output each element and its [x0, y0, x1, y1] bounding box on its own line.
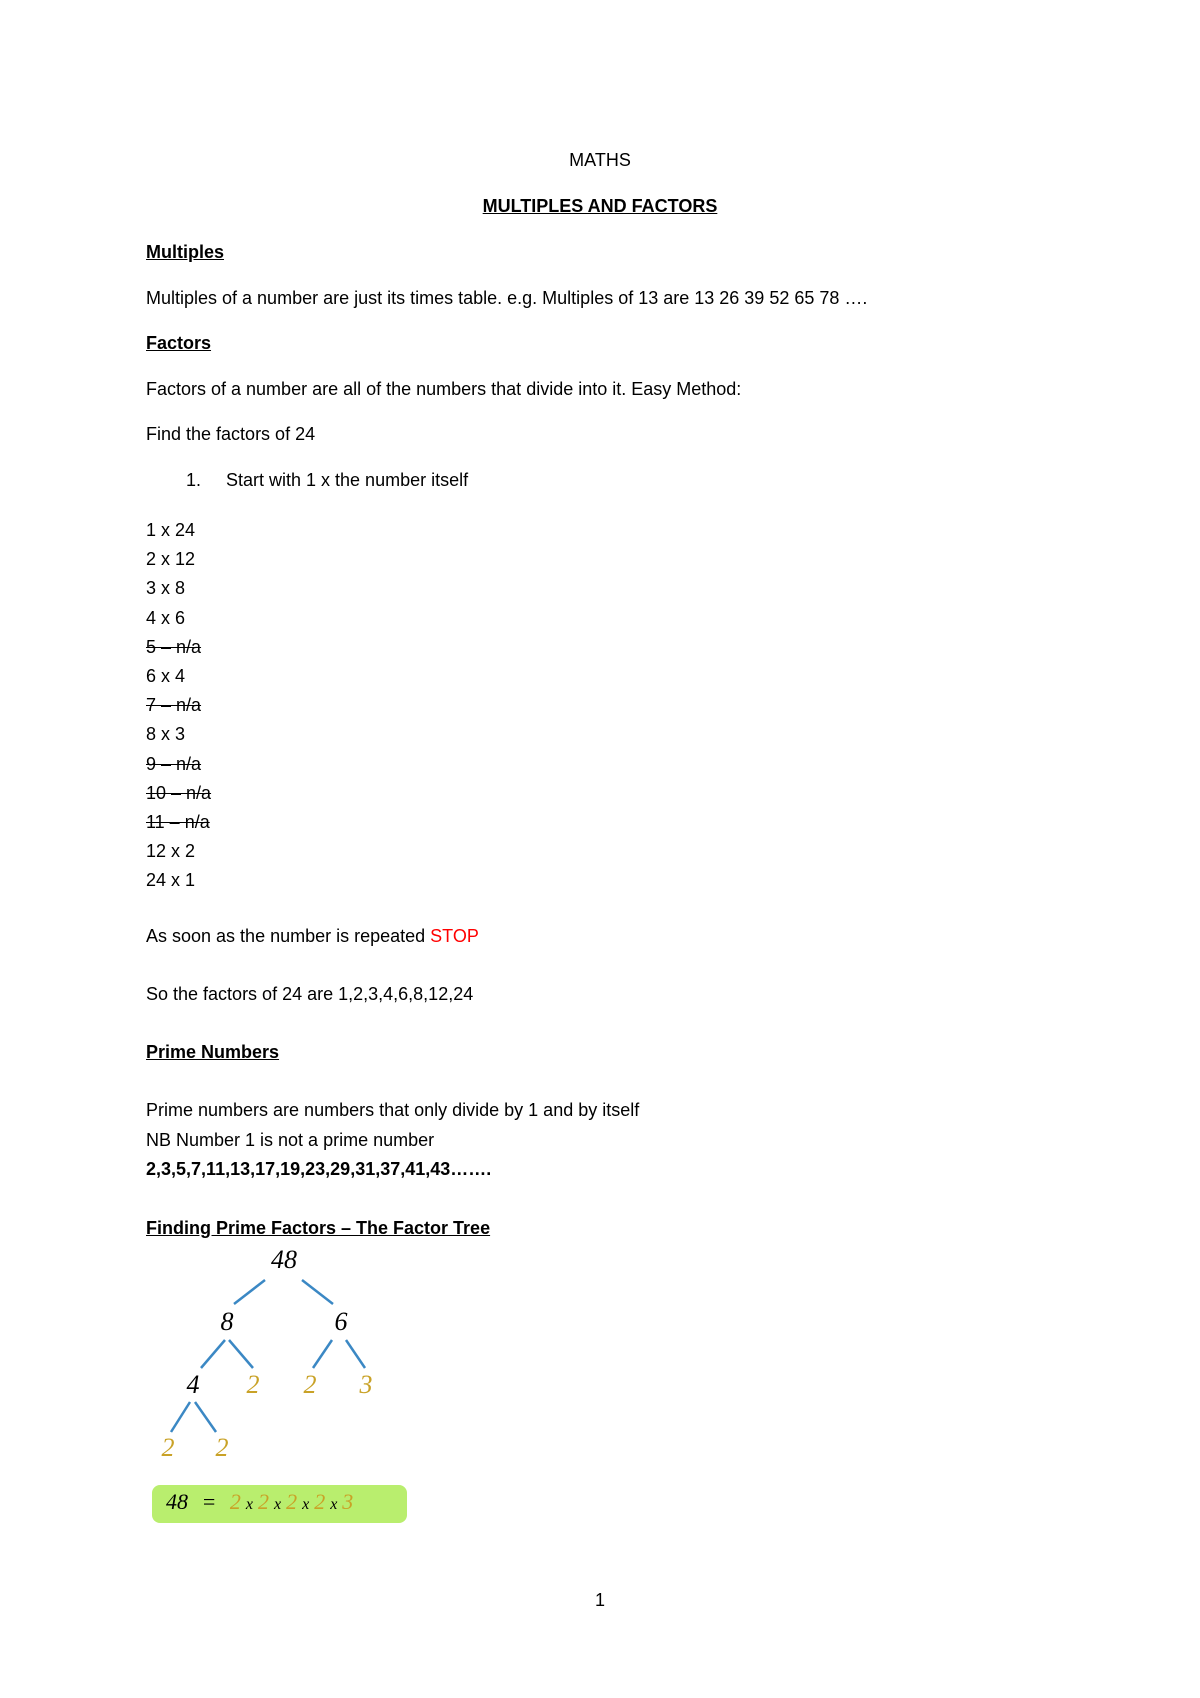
- stop-line: [146, 926, 479, 947]
- tree-branch: [234, 1280, 265, 1304]
- factors-conclusion: So the factors of 24 are 1,2,3,4,6,8,12,24: [146, 984, 474, 1004]
- factor-pair: 6 x 4: [146, 666, 186, 687]
- factor-pair: 24 x 1: [146, 870, 196, 891]
- equation-times: x: [302, 1496, 310, 1513]
- equation-times: x: [330, 1496, 338, 1513]
- factor-pair-struck: 10 – n/a: [146, 782, 212, 803]
- factors-heading: Factors: [146, 333, 212, 353]
- equation-times: x: [273, 1496, 282, 1513]
- factor-pair: 1 x 24: [146, 520, 196, 540]
- find-factors-line: Find the factors of 24: [146, 424, 316, 444]
- tree-branch: [201, 1340, 225, 1368]
- factor-pair: 12 x 2: [146, 841, 196, 862]
- factor-tree-heading: Finding Prime Factors – The Factor Tree: [146, 1218, 491, 1238]
- prime-note: NB Number 1 is not a prime number: [146, 1130, 435, 1150]
- prime-factorisation-highlight: [152, 1485, 407, 1523]
- equation-equals: =: [201, 1489, 217, 1514]
- prime-factorisation-equation: [166, 1489, 353, 1515]
- factor-pair: 2 x 12: [146, 549, 196, 570]
- prime-definition: Prime numbers are numbers that only divide by 1 and by itself: [146, 1100, 640, 1120]
- stop-prefix: As soon as the number is repeated: [146, 926, 431, 946]
- doc-title: MATHS: [569, 150, 631, 170]
- factor-pair-struck: 7 – n/a: [146, 695, 202, 716]
- tree-branch: [195, 1402, 216, 1432]
- step-text: Start with 1 x the number itself: [226, 470, 469, 490]
- factor-pair-struck: 9 – n/a: [146, 753, 202, 774]
- factor-pair: 4 x 6: [146, 607, 186, 628]
- prime-list: 2,3,5,7,11,13,17,19,23,29,31,37,41,43…….: [146, 1159, 492, 1179]
- tree-node-root: 48: [271, 1245, 297, 1274]
- equation-lhs: 48: [166, 1489, 188, 1514]
- tree-branch: [346, 1340, 365, 1368]
- factor-pair: 3 x 8: [146, 578, 186, 599]
- tree-node-prime: 2: [246, 1370, 260, 1399]
- tree-branch: [229, 1340, 253, 1368]
- tree-node-prime: 2: [215, 1433, 229, 1462]
- tree-node: 4: [186, 1370, 200, 1399]
- equation-factor: 2: [314, 1489, 326, 1514]
- tree-branch: [302, 1280, 333, 1304]
- tree-node-prime: 3: [359, 1370, 373, 1399]
- equation-factor: 2: [257, 1489, 269, 1514]
- factor-pair-struck: 5 – n/a: [146, 636, 202, 657]
- factor-tree-diagram: [150, 1240, 450, 1470]
- equation-factor: 2: [229, 1489, 241, 1514]
- tree-node-prime: 2: [303, 1370, 317, 1399]
- step-number: 1.: [186, 470, 202, 490]
- prime-numbers-heading: Prime Numbers: [146, 1042, 280, 1062]
- factor-pair: 8 x 3: [146, 724, 186, 745]
- tree-node-prime: 2: [161, 1433, 175, 1462]
- factor-pair-struck: 11 – n/a: [146, 812, 210, 833]
- stop-word: STOP: [430, 926, 479, 946]
- tree-branch: [313, 1340, 332, 1368]
- equation-factor: 2: [286, 1489, 298, 1514]
- equation-times: x: [245, 1496, 253, 1513]
- tree-node: 6: [334, 1307, 348, 1336]
- tree-node: 8: [220, 1307, 234, 1336]
- multiples-text: Multiples of a number are just its times table. e.g. Multiples of 13 are 13 26 39 52 65 78 ….: [146, 288, 868, 308]
- main-heading: MULTIPLES AND FACTORS: [482, 196, 718, 216]
- step-item: [186, 470, 468, 491]
- equation-factor: 3: [342, 1489, 354, 1514]
- factors-text: Factors of a number are all of the numbers that divide into it. Easy Method:: [146, 379, 742, 399]
- multiples-heading: Multiples: [146, 242, 225, 262]
- page-number: 1: [594, 1590, 605, 1610]
- tree-branch: [171, 1402, 190, 1432]
- factor-pairs-list: [146, 516, 211, 896]
